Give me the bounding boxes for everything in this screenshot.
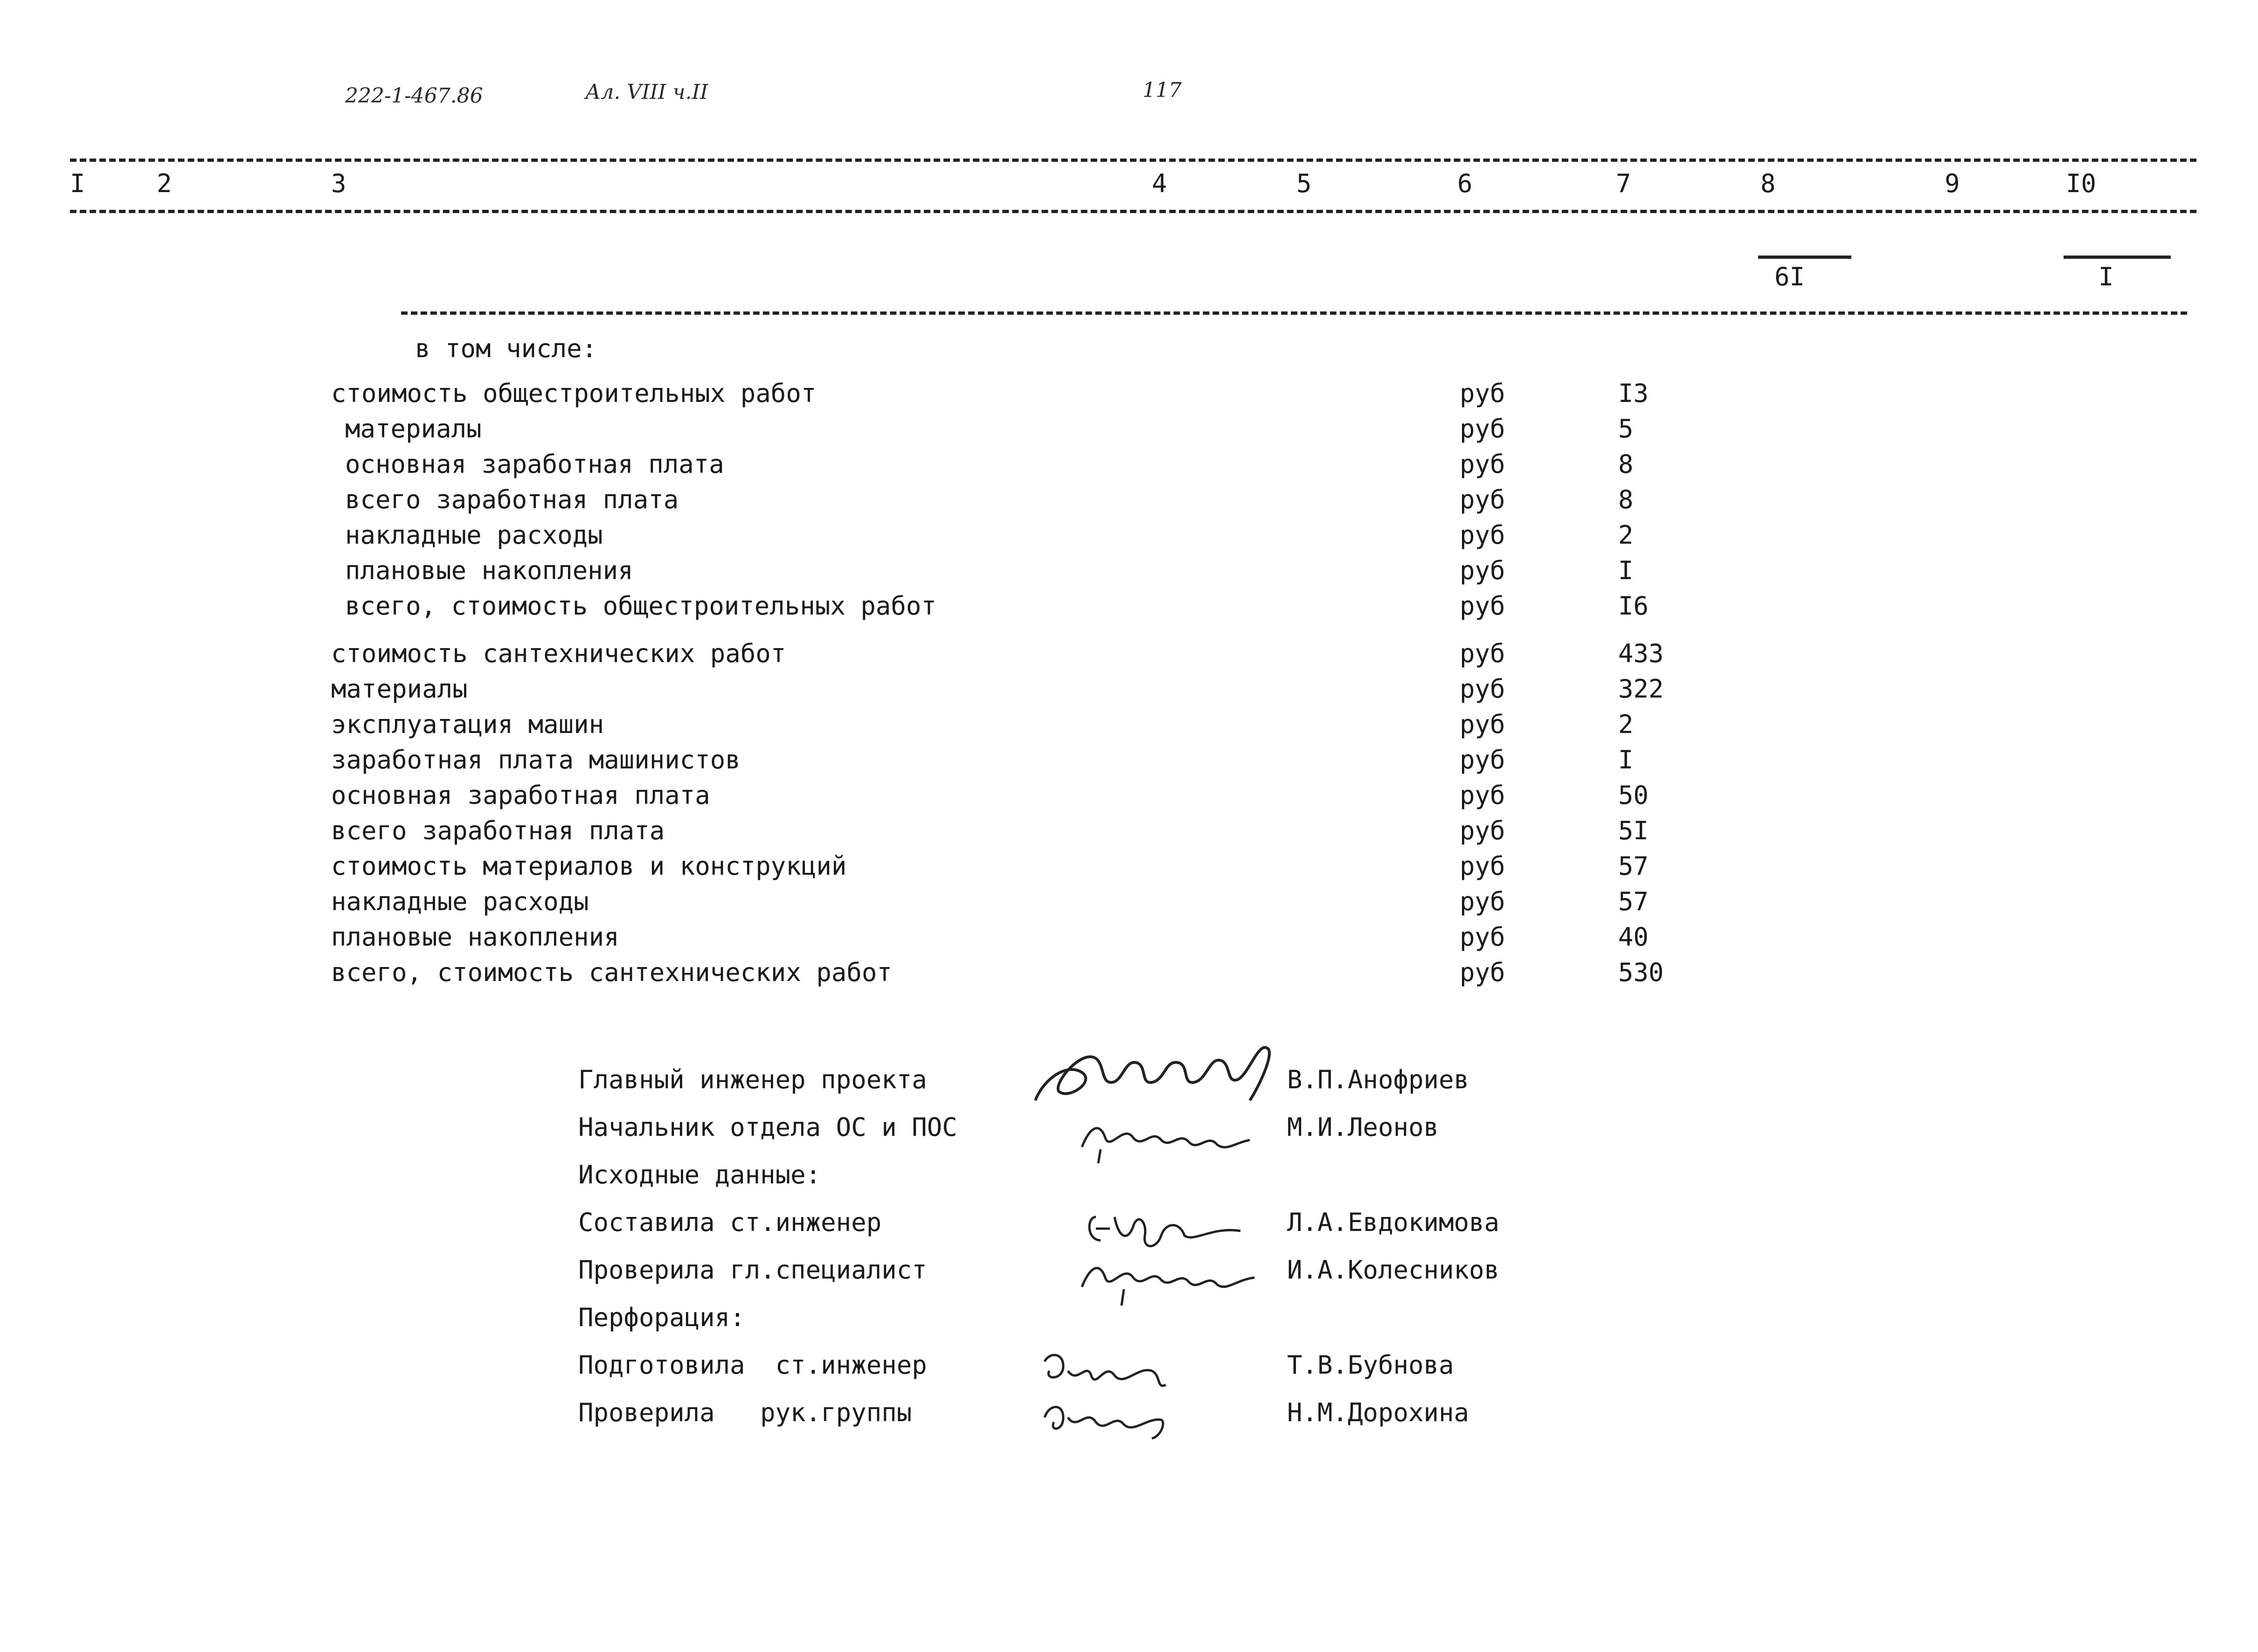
table-row: [0, 520, 2258, 553]
row-label: стоимость общестроительных работ: [331, 379, 817, 408]
table-row: [0, 414, 2258, 447]
signature-role: Начальник отдела ОС и ПОС: [578, 1113, 957, 1142]
signature-role: Перфорация:: [578, 1303, 745, 1332]
section-rule: [401, 311, 2187, 315]
table-row: [0, 379, 2258, 411]
table-row: [0, 485, 2258, 518]
row-unit: руб: [1460, 887, 1505, 916]
row-unit: руб: [1460, 591, 1505, 621]
row-unit: руб: [1460, 958, 1505, 987]
signature-name: М.И.Леонов: [1287, 1113, 1439, 1142]
signature-name: В.П.Анофриев: [1287, 1065, 1469, 1094]
row-unit: руб: [1460, 639, 1505, 668]
column-number: I0: [2066, 169, 2097, 198]
row-value: 2: [1618, 520, 1634, 550]
table-row: [0, 887, 2258, 919]
column-number: 7: [1616, 169, 1631, 198]
signature-role: Исходные данные:: [578, 1160, 821, 1189]
column-number: 4: [1152, 169, 1167, 198]
table-row: [0, 674, 2258, 707]
total-col10: I: [2099, 262, 2114, 291]
signature-name: Н.М.Дорохина: [1287, 1398, 1469, 1427]
row-value: 57: [1618, 851, 1649, 881]
signature-role: Проверила рук.группы: [578, 1398, 912, 1427]
album-reference: Ал. VIII ч.II: [585, 80, 708, 104]
row-value: I3: [1618, 379, 1649, 408]
row-unit: руб: [1460, 379, 1505, 408]
row-unit: руб: [1460, 674, 1505, 704]
row-label: плановые накопления: [345, 556, 633, 585]
row-value: 322: [1618, 674, 1664, 704]
row-label: материалы: [345, 414, 482, 443]
column-number: 8: [1760, 169, 1776, 198]
table-row: [0, 816, 2258, 849]
column-number: 6: [1457, 169, 1473, 198]
signature-role: Главный инженер проекта: [578, 1065, 927, 1094]
total-col10-overline: [2064, 256, 2171, 259]
row-unit: руб: [1460, 449, 1505, 479]
row-label: всего заработная плата: [345, 485, 679, 514]
section-title: в том числе:: [415, 334, 597, 363]
table-row: [0, 591, 2258, 624]
table-row: [0, 958, 2258, 990]
row-unit: руб: [1460, 781, 1505, 810]
header-top-rule: [70, 159, 2196, 162]
table-row: [0, 851, 2258, 884]
row-unit: руб: [1460, 745, 1505, 774]
row-value: 5I: [1618, 816, 1649, 845]
row-value: I6: [1618, 591, 1649, 621]
handwritten-signature: [1073, 1105, 1259, 1166]
row-value: 40: [1618, 922, 1649, 952]
row-value: 8: [1618, 449, 1634, 479]
page-number: 117: [1143, 78, 1182, 102]
document-code: 222-1-467.86: [345, 84, 483, 108]
row-unit: руб: [1460, 816, 1505, 845]
row-label: основная заработная плата: [331, 781, 710, 810]
table-row: [0, 922, 2258, 955]
row-value: 2: [1618, 710, 1634, 739]
signature-role: Составила ст.инженер: [578, 1208, 882, 1237]
row-label: всего заработная плата: [331, 816, 665, 845]
handwritten-signature: [1026, 1030, 1278, 1114]
signature-role: Проверила гл.специалист: [578, 1255, 927, 1285]
row-value: 433: [1618, 639, 1664, 668]
signature-name: Л.А.Евдокимова: [1287, 1208, 1500, 1237]
column-number: 3: [331, 169, 346, 198]
column-number: 5: [1296, 169, 1312, 198]
row-unit: руб: [1460, 520, 1505, 550]
row-unit: руб: [1460, 414, 1505, 443]
row-value: 530: [1618, 958, 1664, 987]
row-label: всего, стоимость общестроительных работ: [345, 591, 936, 621]
row-unit: руб: [1460, 922, 1505, 952]
table-row: [0, 449, 2258, 482]
row-label: плановые накопления: [331, 922, 619, 952]
signature-role: Подготовила ст.инженер: [578, 1350, 927, 1380]
column-number: 9: [1945, 169, 1960, 198]
row-value: 5: [1618, 414, 1634, 443]
signature-name: И.А.Колесников: [1287, 1255, 1500, 1285]
total-col8-overline: [1758, 256, 1851, 259]
row-label: заработная плата машинистов: [331, 745, 741, 774]
total-col8: 6I: [1774, 262, 1805, 291]
row-value: 57: [1618, 887, 1649, 916]
signature-name: Т.В.Бубнова: [1287, 1350, 1454, 1380]
row-value: 8: [1618, 485, 1634, 514]
table-row: [0, 556, 2258, 588]
row-unit: руб: [1460, 710, 1505, 739]
table-row: [0, 781, 2258, 813]
column-number: 2: [157, 169, 172, 198]
row-label: материалы: [331, 674, 468, 704]
row-label: всего, стоимость сантехнических работ: [331, 958, 892, 987]
handwritten-signature: [1073, 1240, 1268, 1310]
row-value: 50: [1618, 781, 1649, 810]
signature-row: [0, 1160, 2258, 1197]
row-value: I: [1618, 745, 1634, 774]
row-unit: руб: [1460, 485, 1505, 514]
row-unit: руб: [1460, 851, 1505, 881]
row-value: I: [1618, 556, 1634, 585]
row-label: стоимость материалов и конструкций: [331, 851, 847, 881]
table-row: [0, 639, 2258, 671]
row-label: накладные расходы: [345, 520, 603, 550]
row-label: стоимость сантехнических работ: [331, 639, 786, 668]
row-unit: руб: [1460, 556, 1505, 585]
header-bottom-rule: [70, 210, 2196, 213]
row-label: основная заработная плата: [345, 449, 724, 479]
column-number: I: [70, 169, 85, 198]
table-row: [0, 710, 2258, 742]
row-label: эксплуатация машин: [331, 710, 604, 739]
row-label: накладные расходы: [331, 887, 589, 916]
table-row: [0, 745, 2258, 778]
handwritten-signature: [1035, 1389, 1175, 1445]
